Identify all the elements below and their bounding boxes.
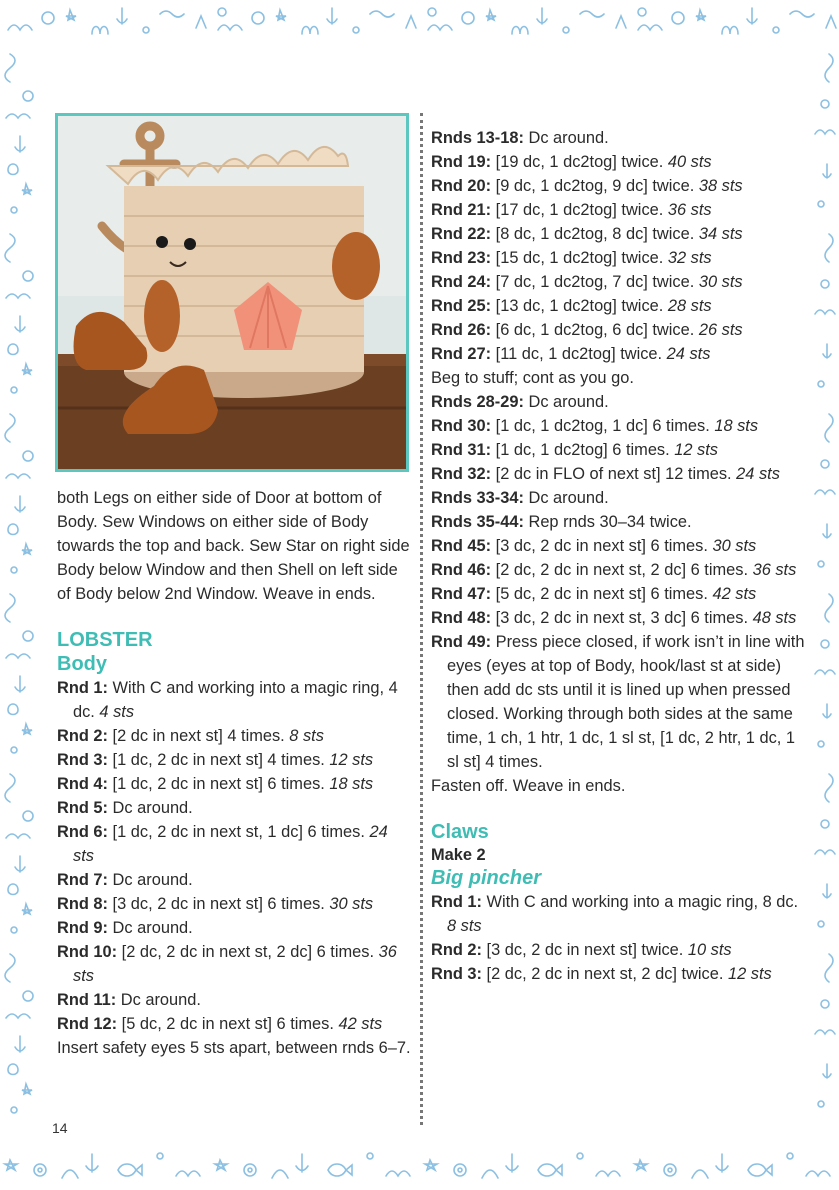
round-line (431, 534, 806, 558)
stitch-count: 48 sts (752, 609, 797, 627)
round-line (57, 772, 412, 796)
round-label: Rnd 2: (57, 727, 108, 745)
round-text: [1 dc, 2 dc in next st] 4 times. (108, 751, 330, 769)
round-line (57, 916, 412, 940)
round-line (431, 270, 806, 294)
round-text: [2 dc, 2 dc in next st, 2 dc] 6 times. (491, 561, 753, 579)
round-line (431, 890, 806, 938)
round-line (431, 246, 806, 270)
doodle-border-top (0, 0, 839, 44)
round-label: Rnd 2: (431, 941, 482, 959)
round-label: Rnd 24: (431, 273, 492, 291)
round-text: With C and working into a magic ring, 8 dc. (482, 893, 799, 911)
round-text: [17 dc, 1 dc2tog] twice. (491, 201, 668, 219)
round-line (57, 724, 412, 748)
round-label: Rnd 3: (431, 965, 482, 983)
subsection-title: Body (57, 653, 107, 675)
round-text: [5 dc, 2 dc in next st] 6 times. (491, 585, 713, 603)
round-line (431, 486, 806, 510)
round-line (431, 294, 806, 318)
round-label: Rnds 28-29: (431, 393, 524, 411)
round-label: Rnd 8: (57, 895, 108, 913)
round-text: With C and working into a magic ring, 4 dc. (73, 679, 398, 721)
round-text: [6 dc, 1 dc2tog, 6 dc] twice. (491, 321, 699, 339)
round-text: Dc around. (116, 991, 201, 1009)
round-line (57, 748, 412, 772)
stitch-count: 32 sts (667, 249, 712, 267)
round-text: [2 dc in FLO of next st] 12 times. (491, 465, 737, 483)
round-label: Rnd 25: (431, 297, 492, 315)
round-text: [1 dc, 2 dc in next st] 6 times. (108, 775, 330, 793)
round-line (431, 558, 806, 582)
round-label: Rnd 7: (57, 871, 108, 889)
round-text: [11 dc, 1 dc2tog] twice. (491, 345, 667, 363)
round-label: Rnd 4: (57, 775, 108, 793)
round-line (431, 510, 806, 534)
round-label: Rnd 30: (431, 417, 492, 435)
round-text: [3 dc, 2 dc in next st] twice. (482, 941, 688, 959)
round-label: Rnd 6: (57, 823, 108, 841)
stitch-count: 30 sts (698, 273, 743, 291)
doodle-border-bottom (0, 1140, 839, 1190)
stitch-count: 28 sts (667, 297, 712, 315)
round-label: Rnd 26: (431, 321, 492, 339)
safety-eyes-note: Insert safety eyes 5 sts apart, between rnds 6–7. (57, 1039, 411, 1057)
stitch-count: 12 sts (329, 751, 374, 769)
stitch-count: 18 sts (714, 417, 759, 435)
stitch-count: 38 sts (698, 177, 743, 195)
round-text: Dc around. (108, 871, 193, 889)
stitch-count: 36 sts (752, 561, 797, 579)
round-text: Press piece closed, if work isn’t in line with eyes (eyes at top of Body, hook/last st at side) then add dc sts until it is lined up when pressed closed. Working through both sides at the same time, 1 ch, 1 htr, 1 dc, 1 sl st, [1 dc, 2 htr, 1 dc, 1 sl st] 4 times. (447, 633, 805, 771)
round-label: Rnd 46: (431, 561, 492, 579)
round-line (431, 150, 806, 174)
round-line (431, 462, 806, 486)
round-text: [3 dc, 2 dc in next st] 6 times. (108, 895, 330, 913)
stuffing-note: Beg to stuff; cont as you go. (431, 369, 634, 387)
round-text: [3 dc, 2 dc in next st] 6 times. (491, 537, 713, 555)
round-label: Rnd 19: (431, 153, 492, 171)
stitch-count: 8 sts (447, 917, 482, 935)
big-pincher-title: Big pincher (431, 867, 542, 889)
round-line (57, 796, 412, 820)
round-line (57, 820, 412, 868)
stitch-count: 24 sts (736, 465, 780, 483)
round-text: [2 dc, 2 dc in next st, 2 dc] 6 times. (117, 943, 379, 961)
round-line (431, 938, 806, 962)
round-line (431, 414, 806, 438)
stitch-count: 30 sts (329, 895, 374, 913)
stitch-count: 42 sts (338, 1015, 383, 1033)
amigurumi-photo (55, 113, 409, 472)
round-label: Rnd 11: (57, 991, 117, 1009)
round-label: Rnd 20: (431, 177, 492, 195)
stitch-count: 12 sts (674, 441, 718, 459)
crochet-lobster-pot-illustration (58, 116, 406, 469)
stitch-count: 36 sts (73, 943, 397, 985)
round-label: Rnd 9: (57, 919, 108, 937)
round-text: [19 dc, 1 dc2tog] twice. (491, 153, 668, 171)
intro-paragraph: both Legs on either side of Door at bottom of Body. Sew Windows on either side of Body towards the top and back. Sew Star on right side Body below Window and then Shell on left side of Body below 2nd Window. Weave in ends. (57, 489, 410, 603)
round-line (431, 438, 806, 462)
stitch-count: 4 sts (99, 703, 135, 721)
round-label: Rnd 32: (431, 465, 492, 483)
stitch-count: 34 sts (698, 225, 743, 243)
round-line (431, 630, 806, 774)
round-line (431, 174, 806, 198)
round-text: [3 dc, 2 dc in next st, 3 dc] 6 times. (491, 609, 753, 627)
fasten-off-note: Fasten off. Weave in ends. (431, 777, 626, 795)
doodle-border-right (809, 44, 839, 1140)
stitch-count: 36 sts (667, 201, 712, 219)
round-text: [13 dc, 1 dc2tog] twice. (491, 297, 668, 315)
round-line (57, 676, 412, 724)
round-line (431, 198, 806, 222)
round-label: Rnd 45: (431, 537, 492, 555)
round-line (431, 222, 806, 246)
right-column (431, 126, 806, 986)
round-label: Rnds 13-18: (431, 129, 524, 147)
round-label: Rnd 31: (431, 441, 492, 459)
stitch-count: 42 sts (712, 585, 757, 603)
round-label: Rnds 35-44: (431, 513, 524, 531)
round-text: [2 dc in next st] 4 times. (108, 727, 290, 745)
round-label: Rnd 10: (57, 943, 118, 961)
round-text: [1 dc, 2 dc in next st, 1 dc] 6 times. (108, 823, 370, 841)
doodle-border-left (0, 44, 46, 1140)
round-label: Rnd 21: (431, 201, 492, 219)
round-line (431, 582, 806, 606)
round-text: [1 dc, 1 dc2tog, 1 dc] 6 times. (491, 417, 715, 435)
round-label: Rnd 47: (431, 585, 492, 603)
round-line (431, 390, 806, 414)
stitch-count: 24 sts (666, 345, 711, 363)
round-label: Rnd 23: (431, 249, 492, 267)
round-line (57, 940, 412, 988)
round-label: Rnd 3: (57, 751, 108, 769)
round-label: Rnd 1: (57, 679, 108, 697)
stitch-count: 26 sts (698, 321, 743, 339)
round-line (431, 126, 806, 150)
round-line (431, 318, 806, 342)
left-column (57, 486, 412, 1060)
round-line (431, 606, 806, 630)
section-title: LOBSTER (57, 629, 153, 651)
round-line (57, 868, 412, 892)
round-text: [9 dc, 1 dc2tog, 9 dc] twice. (491, 177, 699, 195)
round-text: Dc around. (523, 489, 609, 507)
claws-title: Claws (431, 821, 489, 843)
rounds-list-left (57, 676, 412, 1036)
round-line (431, 342, 806, 366)
round-text: [2 dc, 2 dc in next st, 2 dc] twice. (482, 965, 728, 983)
column-divider (420, 113, 423, 1125)
make-count-note: Make 2 (431, 846, 486, 864)
round-line (57, 892, 412, 916)
round-label: Rnd 49: (431, 633, 492, 651)
round-text: Dc around. (523, 393, 609, 411)
round-label: Rnd 1: (431, 893, 482, 911)
round-label: Rnds 33-34: (431, 489, 524, 507)
round-line (57, 1012, 412, 1036)
round-text: [15 dc, 1 dc2tog] twice. (491, 249, 668, 267)
round-text: [7 dc, 1 dc2tog, 7 dc] twice. (491, 273, 699, 291)
stitch-count: 12 sts (727, 965, 772, 983)
round-label: Rnd 27: (431, 345, 492, 363)
round-label: Rnd 48: (431, 609, 492, 627)
round-text: [8 dc, 1 dc2tog, 8 dc] twice. (491, 225, 699, 243)
round-text: Dc around. (108, 919, 193, 937)
stitch-count: 40 sts (667, 153, 712, 171)
round-text: [5 dc, 2 dc in next st] 6 times. (117, 1015, 339, 1033)
page-number: 14 (52, 1120, 68, 1136)
stitch-count: 30 sts (712, 537, 757, 555)
round-text: Dc around. (523, 129, 609, 147)
stitch-count: 8 sts (289, 727, 324, 745)
round-label: Rnd 22: (431, 225, 492, 243)
round-text: [1 dc, 1 dc2tog] 6 times. (491, 441, 675, 459)
round-line (431, 962, 806, 986)
round-label: Rnd 5: (57, 799, 108, 817)
stitch-count: 10 sts (687, 941, 732, 959)
stitch-count: 18 sts (329, 775, 374, 793)
round-text: Rep rnds 30–34 twice. (523, 513, 692, 531)
round-line (57, 988, 412, 1012)
stitch-count: 24 sts (73, 823, 388, 865)
round-label: Rnd 12: (57, 1015, 118, 1033)
round-text: Dc around. (108, 799, 193, 817)
